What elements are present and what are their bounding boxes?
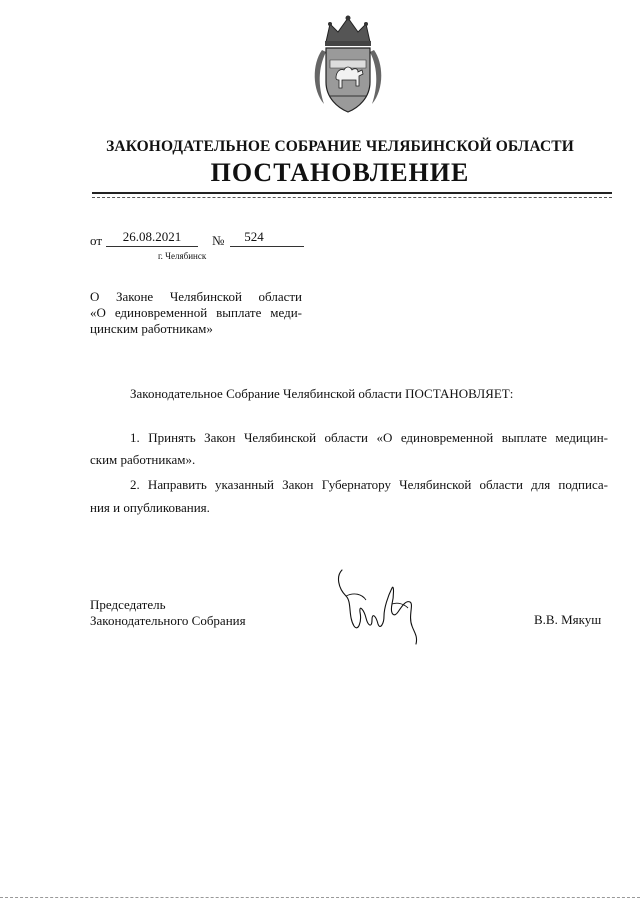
subject-line: «О единовременной выплате меди- [90,305,302,320]
number-underline [230,246,304,247]
document-number: 524 [244,229,264,244]
item-2-text: 2. Направить указанный Закон Губернатору Челябинской области для подписа- [130,477,608,492]
item-1-text-continued: ским работникам». [90,452,196,467]
item-2-text-continued: ния и опубликования. [90,500,210,515]
item-1-text: 1. Принять Закон Челябинской области «О единовременной выплате медицин- [130,430,608,445]
header-divider [92,192,612,194]
handwritten-signature [332,566,432,648]
coat-of-arms-icon [308,12,388,118]
signatory-name: В.В. Мякуш [534,612,602,627]
document-type-title: ПОСТАНОВЛЕНИЕ [210,158,470,187]
date-prefix-label: от [90,233,103,248]
header-divider-secondary [92,197,612,198]
signatory-title-line: Председатель [90,597,166,612]
document-subject [90,289,302,337]
document-date: 26.08.2021 [122,229,182,244]
number-sign-label: № [212,233,225,248]
date-underline [106,246,198,247]
page-bottom-edge [0,897,640,898]
organization-title: ЗАКОНОДАТЕЛЬНОЕ СОБРАНИЕ ЧЕЛЯБИНСКОЙ ОБЛАСТИ [106,138,574,155]
subject-line: О Законе Челябинской области [90,289,302,304]
subject-line: цинским работникам» [90,321,213,336]
signatory-title-line: Законодательного Собрания [90,613,246,628]
preamble-text: Законодательное Собрание Челябинской области ПОСТАНОВЛЯЕТ: [130,386,514,401]
signatory-title [90,597,246,629]
document-city: г. Челябинск [158,251,207,261]
